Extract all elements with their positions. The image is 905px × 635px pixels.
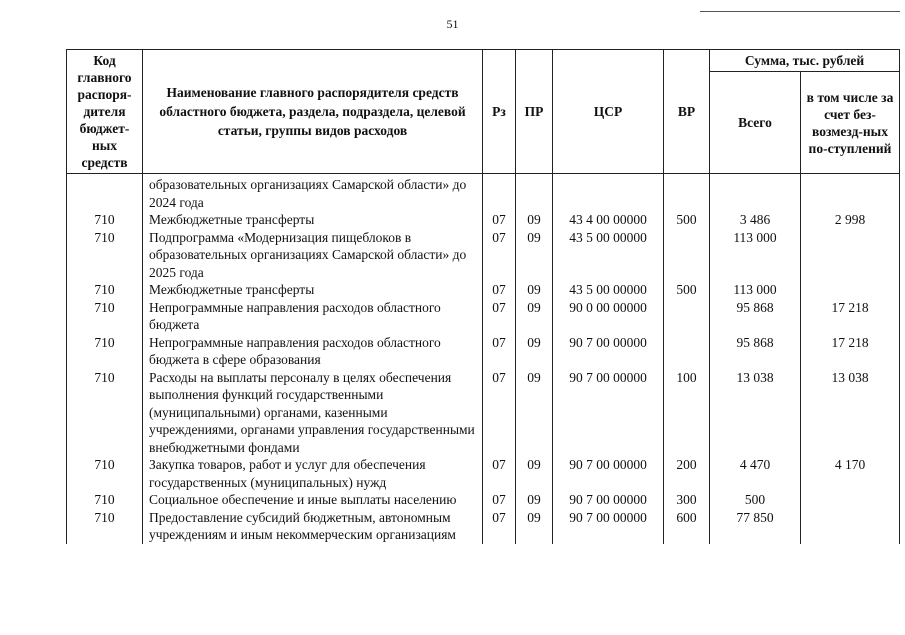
csr-cell: 90 7 00 00000	[553, 334, 664, 369]
rz-cell: 07	[483, 491, 516, 509]
header-csr: ЦСР	[553, 50, 664, 174]
vr-cell	[664, 229, 710, 282]
csr-cell: 90 7 00 00000	[553, 369, 664, 457]
name-cell: Расходы на выплаты персоналу в целях обеспечения выполнения функций государственными (муниципальными) органами, казенными учреждениями, органами управления государственными внебюджетными фондами	[143, 369, 483, 457]
table-row	[67, 229, 900, 282]
code-cell: 710	[67, 299, 143, 334]
csr-cell: 90 7 00 00000	[553, 491, 664, 509]
total-cell: 95 868	[710, 299, 801, 334]
rz-cell	[483, 174, 516, 212]
vr-cell: 200	[664, 456, 710, 491]
table-row	[67, 456, 900, 491]
budget-table	[66, 49, 900, 544]
vr-cell: 300	[664, 491, 710, 509]
header-pr: ПР	[516, 50, 553, 174]
code-cell: 710	[67, 456, 143, 491]
code-cell	[67, 174, 143, 212]
vr-cell	[664, 334, 710, 369]
table-row	[67, 334, 900, 369]
name-cell: Предоставление субсидий бюджетным, автономным учреждениям и иным некоммерческим организациям	[143, 509, 483, 544]
incl-cell	[801, 491, 900, 509]
header-vr: ВР	[664, 50, 710, 174]
code-cell: 710	[67, 229, 143, 282]
rz-cell: 07	[483, 299, 516, 334]
name-cell: Подпрограмма «Модернизация пищеблоков в образовательных организациях Самарской области» до 2025 года	[143, 229, 483, 282]
pr-cell	[516, 174, 553, 212]
total-cell: 113 000	[710, 281, 801, 299]
incl-cell: 13 038	[801, 369, 900, 457]
vr-cell: 500	[664, 211, 710, 229]
pr-cell: 09	[516, 229, 553, 282]
table-row	[67, 281, 900, 299]
vr-cell	[664, 299, 710, 334]
table-row	[67, 211, 900, 229]
code-cell: 710	[67, 334, 143, 369]
rz-cell: 07	[483, 456, 516, 491]
pr-cell: 09	[516, 491, 553, 509]
code-cell: 710	[67, 211, 143, 229]
vr-cell	[664, 174, 710, 212]
header-name: Наименование главного распорядителя средств областного бюджета, раздела, подраздела, целевой статьи, группы видов расходов	[143, 50, 483, 174]
name-cell: Закупка товаров, работ и услуг для обеспечения государственных (муниципальных) нужд	[143, 456, 483, 491]
total-cell: 3 486	[710, 211, 801, 229]
name-cell: Непрограммные направления расходов областного бюджета	[143, 299, 483, 334]
table-body	[67, 174, 900, 544]
incl-cell: 4 170	[801, 456, 900, 491]
code-cell: 710	[67, 369, 143, 457]
csr-cell	[553, 174, 664, 212]
total-cell: 4 470	[710, 456, 801, 491]
vr-cell: 100	[664, 369, 710, 457]
rz-cell: 07	[483, 369, 516, 457]
table-row	[67, 299, 900, 334]
total-cell: 13 038	[710, 369, 801, 457]
name-cell: Межбюджетные трансферты	[143, 281, 483, 299]
total-cell: 113 000	[710, 229, 801, 282]
pr-cell: 09	[516, 299, 553, 334]
rz-cell: 07	[483, 229, 516, 282]
rz-cell: 07	[483, 281, 516, 299]
code-cell: 710	[67, 281, 143, 299]
incl-cell	[801, 281, 900, 299]
total-cell: 77 850	[710, 509, 801, 544]
rz-cell: 07	[483, 334, 516, 369]
incl-cell	[801, 509, 900, 544]
code-cell: 710	[67, 509, 143, 544]
table-header	[67, 50, 900, 174]
pr-cell: 09	[516, 456, 553, 491]
csr-cell: 43 5 00 00000	[553, 281, 664, 299]
table-row	[67, 491, 900, 509]
table-row	[67, 174, 900, 212]
header-sum: Сумма, тыс. рублей	[710, 50, 900, 72]
name-cell: Непрограммные направления расходов областного бюджета в сфере образования	[143, 334, 483, 369]
csr-cell: 90 7 00 00000	[553, 456, 664, 491]
header-incl: в том числе за счет без-возмезд-ных по-ступлений	[801, 72, 900, 174]
header-rz: Рз	[483, 50, 516, 174]
csr-cell: 43 5 00 00000	[553, 229, 664, 282]
pr-cell: 09	[516, 369, 553, 457]
total-cell: 500	[710, 491, 801, 509]
code-cell: 710	[67, 491, 143, 509]
total-cell	[710, 174, 801, 212]
incl-cell: 17 218	[801, 299, 900, 334]
rz-cell: 07	[483, 211, 516, 229]
vr-cell: 600	[664, 509, 710, 544]
pr-cell: 09	[516, 334, 553, 369]
total-cell: 95 868	[710, 334, 801, 369]
name-cell: Социальное обеспечение и иные выплаты населению	[143, 491, 483, 509]
incl-cell	[801, 174, 900, 212]
csr-cell: 90 7 00 00000	[553, 509, 664, 544]
incl-cell	[801, 229, 900, 282]
table-row	[67, 369, 900, 457]
rz-cell: 07	[483, 509, 516, 544]
pr-cell: 09	[516, 509, 553, 544]
name-cell: образовательных организациях Самарской области» до 2024 года	[143, 174, 483, 212]
pr-cell: 09	[516, 211, 553, 229]
page-number: 51	[446, 17, 459, 31]
vr-cell: 500	[664, 281, 710, 299]
pr-cell: 09	[516, 281, 553, 299]
incl-cell: 2 998	[801, 211, 900, 229]
header-code: Код главного распоря-дителя бюджет-ных средств	[67, 50, 143, 174]
name-cell: Межбюджетные трансферты	[143, 211, 483, 229]
incl-cell: 17 218	[801, 334, 900, 369]
csr-cell: 43 4 00 00000	[553, 211, 664, 229]
table-row	[67, 509, 900, 544]
top-rule	[700, 11, 900, 12]
header-total: Всего	[710, 72, 801, 174]
csr-cell: 90 0 00 00000	[553, 299, 664, 334]
